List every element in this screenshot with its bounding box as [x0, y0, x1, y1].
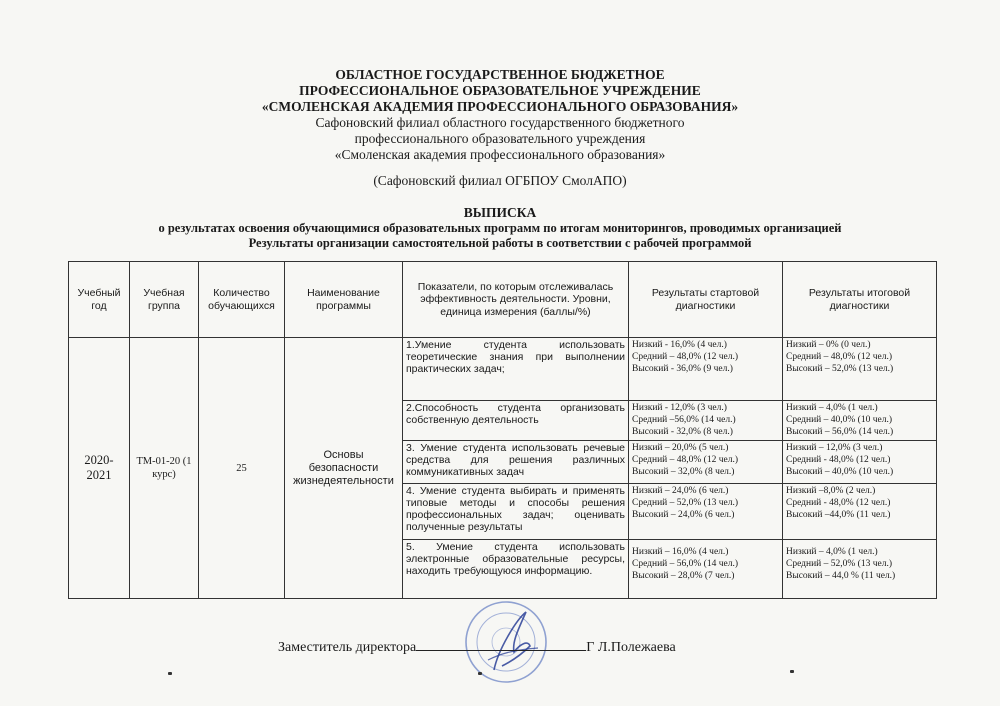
results-table — [68, 261, 937, 599]
result-low: Низкий –8,0% (2 чел.) — [786, 486, 876, 496]
result-high: Высокий – 32,0% (8 чел.) — [632, 467, 735, 477]
result-medium: Средний – 52,0% (13 чел.) — [786, 559, 892, 569]
table-row — [69, 338, 937, 401]
document-title-block — [0, 205, 1000, 251]
result-medium: Средний – 48,0% (12 чел.) — [632, 455, 738, 465]
result-low: Низкий - 12,0% (3 чел.) — [632, 403, 727, 413]
document-subtitle-1: о результатах освоения обучающимися образовательных программ по итогам мониторингов, проводимых организацией — [158, 221, 842, 235]
result-high: Высокий - 32,0% (8 чел.) — [632, 427, 733, 437]
cell-final-results — [783, 441, 937, 484]
result-medium: Средний – 40,0% (10 чел.) — [786, 415, 892, 425]
document-title: ВЫПИСКА — [463, 205, 537, 220]
signatory-position: Заместитель директора — [278, 640, 417, 655]
result-low: Низкий – 12,0% (3 чел.) — [786, 443, 883, 453]
branch-line-2: профессионального образовательного учреждения — [354, 131, 646, 146]
result-high: Высокий - 36,0% (9 чел.) — [632, 364, 733, 374]
result-medium: Средний – 48,0% (12 чел.) — [632, 352, 738, 362]
result-low: Низкий – 4,0% (1 чел.) — [786, 403, 878, 413]
org-short-name: (Сафоновский филиал ОГБПОУ СмолАПО) — [373, 173, 627, 188]
result-low: Низкий – 20,0% (5 чел.) — [632, 443, 729, 453]
result-low: Низкий – 4,0% (1 чел.) — [786, 547, 878, 557]
result-medium: Средний - 48,0% (12 чел.) — [786, 455, 891, 465]
signature-line — [278, 637, 676, 656]
header-indicators: Показатели, по которым отслеживалась эффективность деятельности. Уровни, единица измерения (баллы/%) — [403, 262, 629, 338]
result-high: Высокий – 40,0% (10 чел.) — [786, 467, 894, 477]
cell-indicator: 1.Умение студента использовать теоретические знания при выполнении практических задач; — [403, 338, 629, 401]
branch-line-3: «Смоленская академия профессионального образования» — [334, 147, 666, 162]
document-subtitle-2: Результаты организации самостоятельной работы в соответствии с рабочей программой — [248, 236, 752, 250]
result-medium: Средний - 48,0% (12 чел.) — [786, 498, 891, 508]
result-medium: Средний – 52,0% (13 чел.) — [632, 498, 738, 508]
cell-indicator: 2.Способность студента организовать собственную деятельность — [403, 401, 629, 441]
header-start-results: Результаты стартовой диагностики — [629, 262, 783, 338]
scan-speck — [790, 670, 794, 673]
header-year: Учебный год — [69, 262, 130, 338]
result-high: Высокий – 28,0% (7 чел.) — [632, 571, 735, 581]
org-name-line-2: ПРОФЕССИОНАЛЬНОЕ ОБРАЗОВАТЕЛЬНОЕ УЧРЕЖДЕНИЕ — [299, 83, 701, 98]
cell-start-results — [629, 401, 783, 441]
table-header-row — [69, 262, 937, 338]
header-program: Наименование программы — [285, 262, 403, 338]
header-count: Количество обучающихся — [199, 262, 285, 338]
cell-group: ТМ-01-20 (1 курс) — [130, 338, 199, 599]
cell-indicator: 4. Умение студента выбирать и применять типовые методы и способы решения профессиональных задач; оценивать полученные результаты — [403, 484, 629, 540]
result-high: Высокий –44,0% (11 чел.) — [786, 510, 891, 520]
cell-final-results — [783, 484, 937, 540]
result-low: Низкий – 0% (0 чел.) — [786, 340, 871, 350]
scan-speck — [168, 672, 172, 675]
cell-program: Основы безопасности жизнедеятельности — [285, 338, 403, 599]
cell-start-results — [629, 441, 783, 484]
result-medium: Средний – 56,0% (14 чел.) — [632, 559, 738, 569]
cell-indicator: 5. Умение студента использовать электронные образовательные ресурсы, находить требующуюся информацию. — [403, 540, 629, 599]
result-high: Высокий – 52,0% (13 чел.) — [786, 364, 894, 374]
cell-final-results — [783, 401, 937, 441]
scan-speck — [478, 672, 482, 675]
result-medium: Средний –56,0% (14 чел.) — [632, 415, 736, 425]
result-high: Высокий – 56,0% (14 чел.) — [786, 427, 894, 437]
cell-indicator: 3. Умение студента использовать речевые средства для решения различных коммуникативных задач — [403, 441, 629, 484]
result-low: Низкий – 24,0% (6 чел.) — [632, 486, 729, 496]
header-group: Учебная группа — [130, 262, 199, 338]
cell-final-results — [783, 540, 937, 599]
result-low: Низкий – 16,0% (4 чел.) — [632, 547, 729, 557]
result-low: Низкий - 16,0% (4 чел.) — [632, 340, 727, 350]
cell-final-results — [783, 338, 937, 401]
signature-underline — [416, 637, 586, 651]
signatory-name: Г Л.Полежаева — [586, 640, 676, 655]
cell-count: 25 — [199, 338, 285, 599]
org-name-line-1: ОБЛАСТНОЕ ГОСУДАРСТВЕННОЕ БЮДЖЕТНОЕ — [335, 67, 665, 82]
cell-start-results — [629, 484, 783, 540]
org-name-line-3: «СМОЛЕНСКАЯ АКАДЕМИЯ ПРОФЕССИОНАЛЬНОГО ОБРАЗОВАНИЯ» — [261, 99, 739, 114]
result-high: Высокий – 44,0 % (11 чел.) — [786, 571, 896, 581]
branch-line-1: Сафоновский филиал областного государственного бюджетного — [315, 115, 685, 130]
result-high: Высокий – 24,0% (6 чел.) — [632, 510, 735, 520]
header-final-results: Результаты итоговой диагностики — [783, 262, 937, 338]
cell-start-results — [629, 338, 783, 401]
cell-year: 2020-2021 — [69, 338, 130, 599]
result-medium: Средний – 48,0% (12 чел.) — [786, 352, 892, 362]
cell-start-results — [629, 540, 783, 599]
document-header — [0, 67, 1000, 189]
